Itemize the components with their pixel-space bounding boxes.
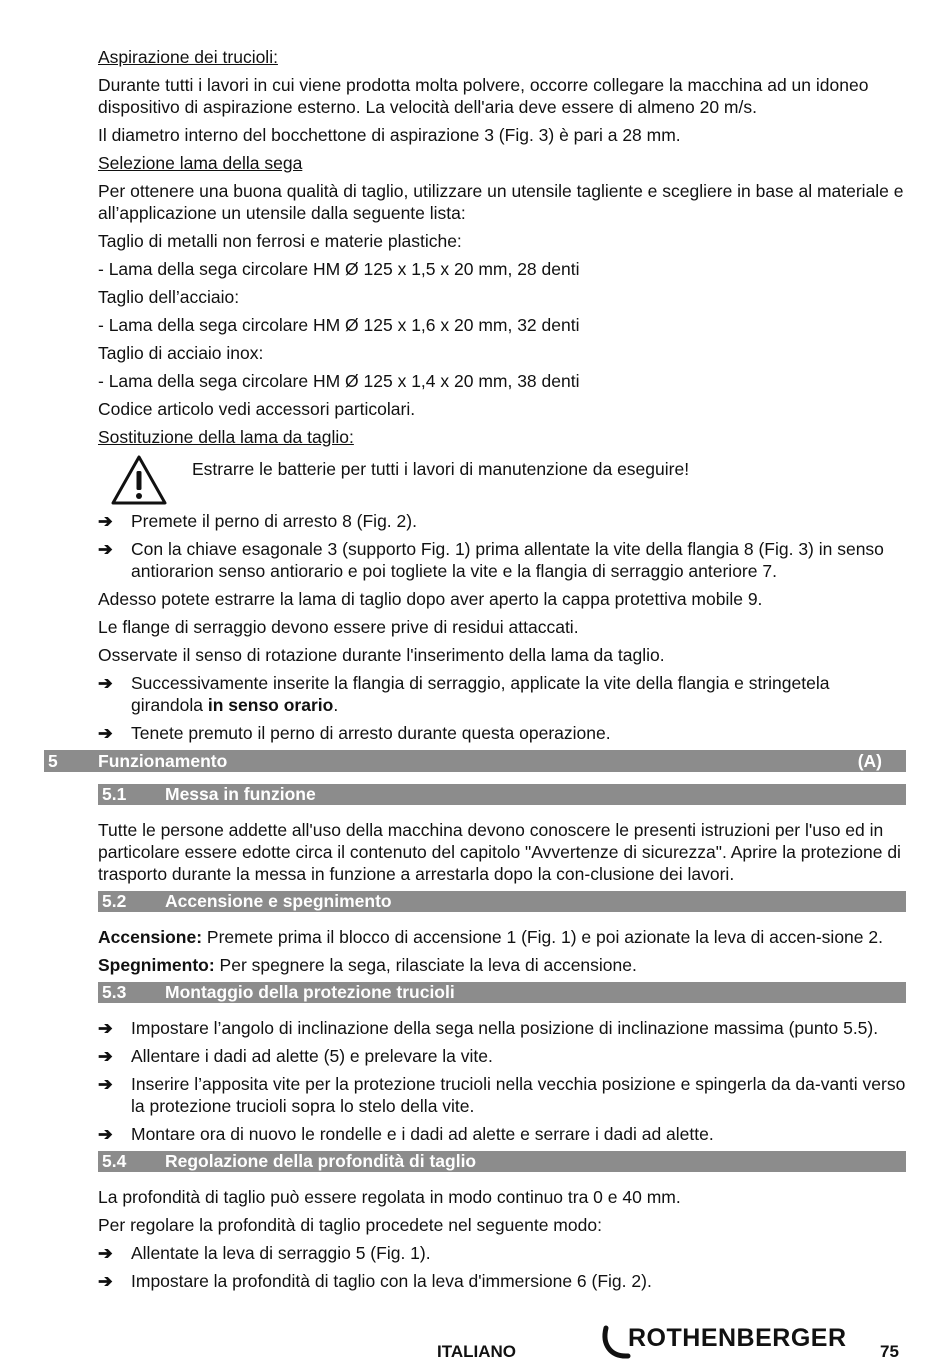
section-heading-5-3: 5.3 Montaggio della protezione trucioli — [98, 982, 906, 1003]
arrow-right-icon: ➔ — [98, 1271, 113, 1291]
paragraph: Osservate il senso di rotazione durante l'inserimento della lama da taglio. — [98, 645, 665, 665]
arrow-right-icon: ➔ — [98, 511, 113, 531]
list-item: ➔ Montare ora di nuovo le rondelle e i dadi ad alette e serrare i dadi ad alette. — [98, 1124, 714, 1144]
logo-text: ROTHENBERGER — [628, 1324, 847, 1352]
paragraph: Le flange di serraggio devono essere prive di residui attaccati. — [98, 617, 579, 637]
section-heading-5-2: 5.2 Accensione e spegnimento — [98, 891, 906, 912]
warning-note — [110, 454, 906, 506]
arrow-right-icon: ➔ — [98, 1018, 113, 1038]
chapter-title: Funzionamento — [98, 751, 228, 771]
arrow-right-icon: ➔ — [98, 539, 113, 559]
list-item: ➔ Tenete premuto il perno di arresto durante questa operazione. — [98, 723, 611, 743]
rothenberger-logo — [600, 1324, 852, 1360]
paragraph: Per ottenere una buona qualità di taglio, utilizzare un utensile tagliente e scegliere in base al materiale e all’applicazione un utensile dalla seguente lista: — [98, 181, 904, 223]
list-line: - Lama della sega circolare HM Ø 125 x 1,5 x 20 mm, 28 denti — [98, 259, 580, 279]
list-item: ➔ Allentare i dadi ad alette (5) e prelevare la vite. — [98, 1046, 493, 1066]
heading-selezione: Selezione lama della sega — [98, 153, 303, 173]
paragraph: Tutte le persone addette all'uso della macchina devono conoscere le presenti istruzioni per l'uso ed in particolare essere edotte circa il contenuto del capitolo "Avvertenze di sicurezza". Aprire la protezione di trasporto durante la messa in funzione a arrestarla dopo la con-clusione dei lavori. — [98, 820, 901, 884]
page-footer — [0, 1322, 950, 1362]
list-item: ➔ Con la chiave esagonale 3 (supporto Fig. 1) prima allentate la vite della flangia 8 (Fig. 3) in senso antiorarion senso antiorario e poi togliete la vite e la flangia di serraggio anteriore 7. — [98, 539, 884, 581]
list-line: Taglio di acciaio inox: — [98, 343, 264, 363]
arrow-right-icon: ➔ — [98, 673, 113, 693]
list-item: ➔ Premete il perno di arresto 8 (Fig. 2). — [98, 511, 417, 531]
arrow-right-icon: ➔ — [98, 1124, 113, 1144]
list-line: - Lama della sega circolare HM Ø 125 x 1,4 x 20 mm, 38 denti — [98, 371, 580, 391]
paragraph: La profondità di taglio può essere regolata in modo continuo tra 0 e 40 mm. — [98, 1187, 681, 1207]
paragraph: Per regolare la profondità di taglio procedete nel seguente modo: — [98, 1215, 602, 1235]
chapter-number: 5 — [48, 751, 58, 771]
list-item: ➔ Impostare l’angolo di inclinazione della sega nella posizione di inclinazione massima (punto 5.5). — [98, 1018, 879, 1038]
section-heading-5-1: 5.1 Messa in funzione — [98, 784, 906, 805]
list-item: ➔ Successivamente inserite la flangia di serraggio, applicate la vite della flangia e stringetela girandola in senso orario. — [98, 673, 830, 715]
arrow-right-icon: ➔ — [98, 1243, 113, 1263]
list-item: ➔ Inserire l’apposita vite per la protezione trucioli nella vecchia posizione e spingerla da da-vanti verso la protezione trucioli sopra lo stelo della vite. — [98, 1074, 906, 1116]
paragraph: Il diametro interno del bocchettone di aspirazione 3 (Fig. 3) è pari a 28 mm. — [98, 125, 681, 145]
paragraph: Adesso potete estrarre la lama di taglio dopo aver aperto la cappa protettiva mobile 9. — [98, 589, 763, 609]
chapter-tag: (A) — [857, 751, 882, 771]
section-heading-5-4: 5.4 Regolazione della profondità di taglio — [98, 1151, 906, 1172]
list-item: ➔ Impostare la profondità di taglio con la leva d'immersione 6 (Fig. 2). — [98, 1271, 652, 1291]
chapter-heading — [44, 750, 906, 772]
paragraph: Durante tutti i lavori in cui viene prodotta molta polvere, occorre collegare la macchina ad un idoneo dispositivo di aspirazione esterno. La velocità dell'aria deve essere di almeno 20 m/s. — [98, 75, 869, 117]
list-line: Taglio dell’acciaio: — [98, 287, 240, 307]
warning-triangle-icon — [110, 454, 168, 506]
list-line: Taglio di metalli non ferrosi e materie plastiche: — [98, 231, 462, 251]
paragraph: Accensione: Premete prima il blocco di accensione 1 (Fig. 1) e poi azionate la leva di accen-sione 2. — [98, 927, 883, 947]
arrow-right-icon: ➔ — [98, 1074, 113, 1094]
page-content — [48, 46, 906, 1298]
arrow-right-icon: ➔ — [98, 1046, 113, 1066]
list-item: ➔ Allentate la leva di serraggio 5 (Fig. 1). — [98, 1243, 431, 1263]
warning-text: Estrarre le batterie per tutti i lavori di manutenzione da eseguire! — [192, 459, 690, 479]
page-number: 75 — [880, 1342, 899, 1361]
paragraph: Spegnimento: Per spegnere la sega, rilasciate la leva di accensione. — [98, 955, 637, 975]
list-line: Codice articolo vedi accessori particolari. — [98, 399, 416, 419]
footer-language: ITALIANO — [437, 1342, 517, 1361]
arrow-right-icon: ➔ — [98, 723, 113, 743]
heading-sostituzione: Sostituzione della lama da taglio: — [98, 427, 354, 447]
heading-aspirazione: Aspirazione dei trucioli: — [98, 47, 278, 67]
list-line: - Lama della sega circolare HM Ø 125 x 1,6 x 20 mm, 32 denti — [98, 315, 580, 335]
